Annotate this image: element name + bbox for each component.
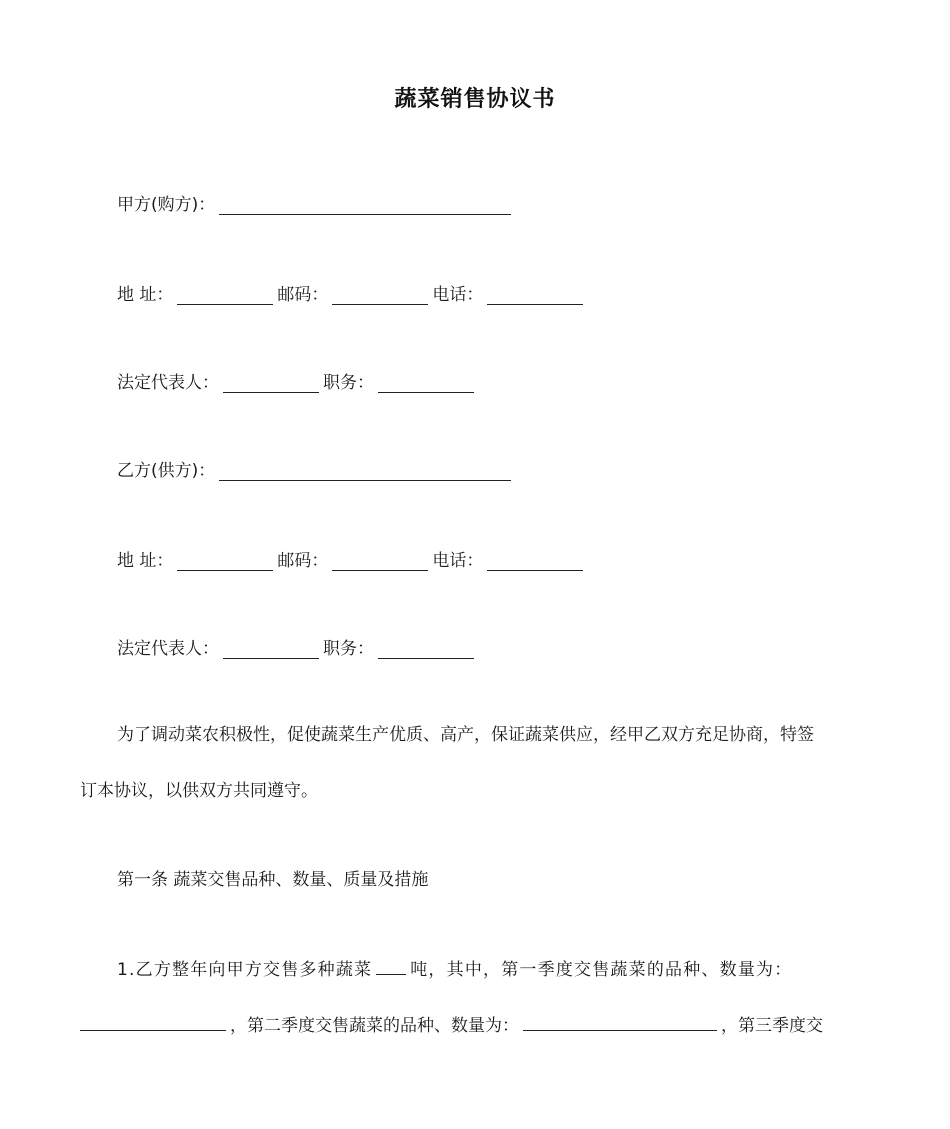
intro-line-2: 订本协议，以供双方共同遵守。 bbox=[80, 781, 318, 801]
clause-1-text-3: ，第二季度交售蔬菜的品种、数量为： bbox=[230, 1016, 519, 1036]
clause-1-q2-blank[interactable] bbox=[523, 1012, 717, 1031]
clause-1-paragraph bbox=[80, 942, 870, 1054]
party-b-phone-blank[interactable] bbox=[487, 552, 583, 571]
party-b-address-label: 地 址： bbox=[117, 551, 174, 571]
party-b-name-blank[interactable] bbox=[219, 462, 511, 481]
party-a-postcode-blank[interactable] bbox=[332, 286, 428, 305]
party-b-name-row bbox=[117, 456, 515, 481]
party-b-rep-row bbox=[117, 634, 478, 659]
clause-1-line-1 bbox=[80, 942, 870, 998]
party-b-address-blank[interactable] bbox=[177, 552, 273, 571]
party-a-name-blank[interactable] bbox=[219, 196, 511, 215]
party-a-phone-label: 电话： bbox=[432, 285, 484, 305]
party-b-rep-blank[interactable] bbox=[223, 640, 319, 659]
party-a-rep-label: 法定代表人： bbox=[117, 373, 219, 393]
party-a-rep-blank[interactable] bbox=[223, 374, 319, 393]
party-a-rep-row bbox=[117, 368, 478, 393]
party-b-phone-label: 电话： bbox=[432, 551, 484, 571]
intro-paragraph bbox=[80, 707, 870, 819]
party-a-postcode-label: 邮码： bbox=[277, 285, 329, 305]
party-b-position-label: 职务： bbox=[323, 639, 374, 659]
party-a-phone-blank[interactable] bbox=[487, 286, 583, 305]
party-b-position-blank[interactable] bbox=[378, 640, 474, 659]
party-b-contact-row bbox=[117, 546, 587, 571]
party-b-name-label: 乙方(供方)： bbox=[117, 461, 216, 481]
party-a-contact-row bbox=[117, 280, 587, 305]
article-1-heading: 第一条 蔬菜交售品种、数量、质量及措施 bbox=[117, 870, 429, 890]
clause-1-line-2 bbox=[80, 998, 870, 1054]
party-b-rep-label: 法定代表人： bbox=[117, 639, 219, 659]
party-a-name-row bbox=[117, 190, 515, 215]
party-b-postcode-blank[interactable] bbox=[332, 552, 428, 571]
clause-1-text-1: 1.乙方整年向甲方交售多种蔬菜 bbox=[117, 960, 373, 980]
party-a-position-label: 职务： bbox=[323, 373, 374, 393]
party-a-address-label: 地 址： bbox=[117, 285, 174, 305]
party-a-position-blank[interactable] bbox=[378, 374, 474, 393]
clause-1-text-4: ，第三季度交 bbox=[721, 1016, 823, 1036]
clause-1-text-2: 吨，其中，第一季度交售蔬菜的品种、数量为： bbox=[410, 960, 793, 980]
party-b-postcode-label: 邮码： bbox=[277, 551, 329, 571]
document-title: 蔬菜销售协议书 bbox=[394, 87, 556, 112]
clause-1-tonnage-blank[interactable] bbox=[376, 956, 406, 975]
clause-1-q1-blank[interactable] bbox=[80, 1012, 226, 1031]
intro-line-1: 为了调动菜农积极性，促使蔬菜生产优质、高产，保证蔬菜供应，经甲乙双方充足协商，特签 bbox=[117, 725, 814, 745]
party-a-name-label: 甲方(购方)： bbox=[117, 195, 216, 215]
article-1-block bbox=[80, 852, 870, 908]
party-a-address-blank[interactable] bbox=[177, 286, 273, 305]
